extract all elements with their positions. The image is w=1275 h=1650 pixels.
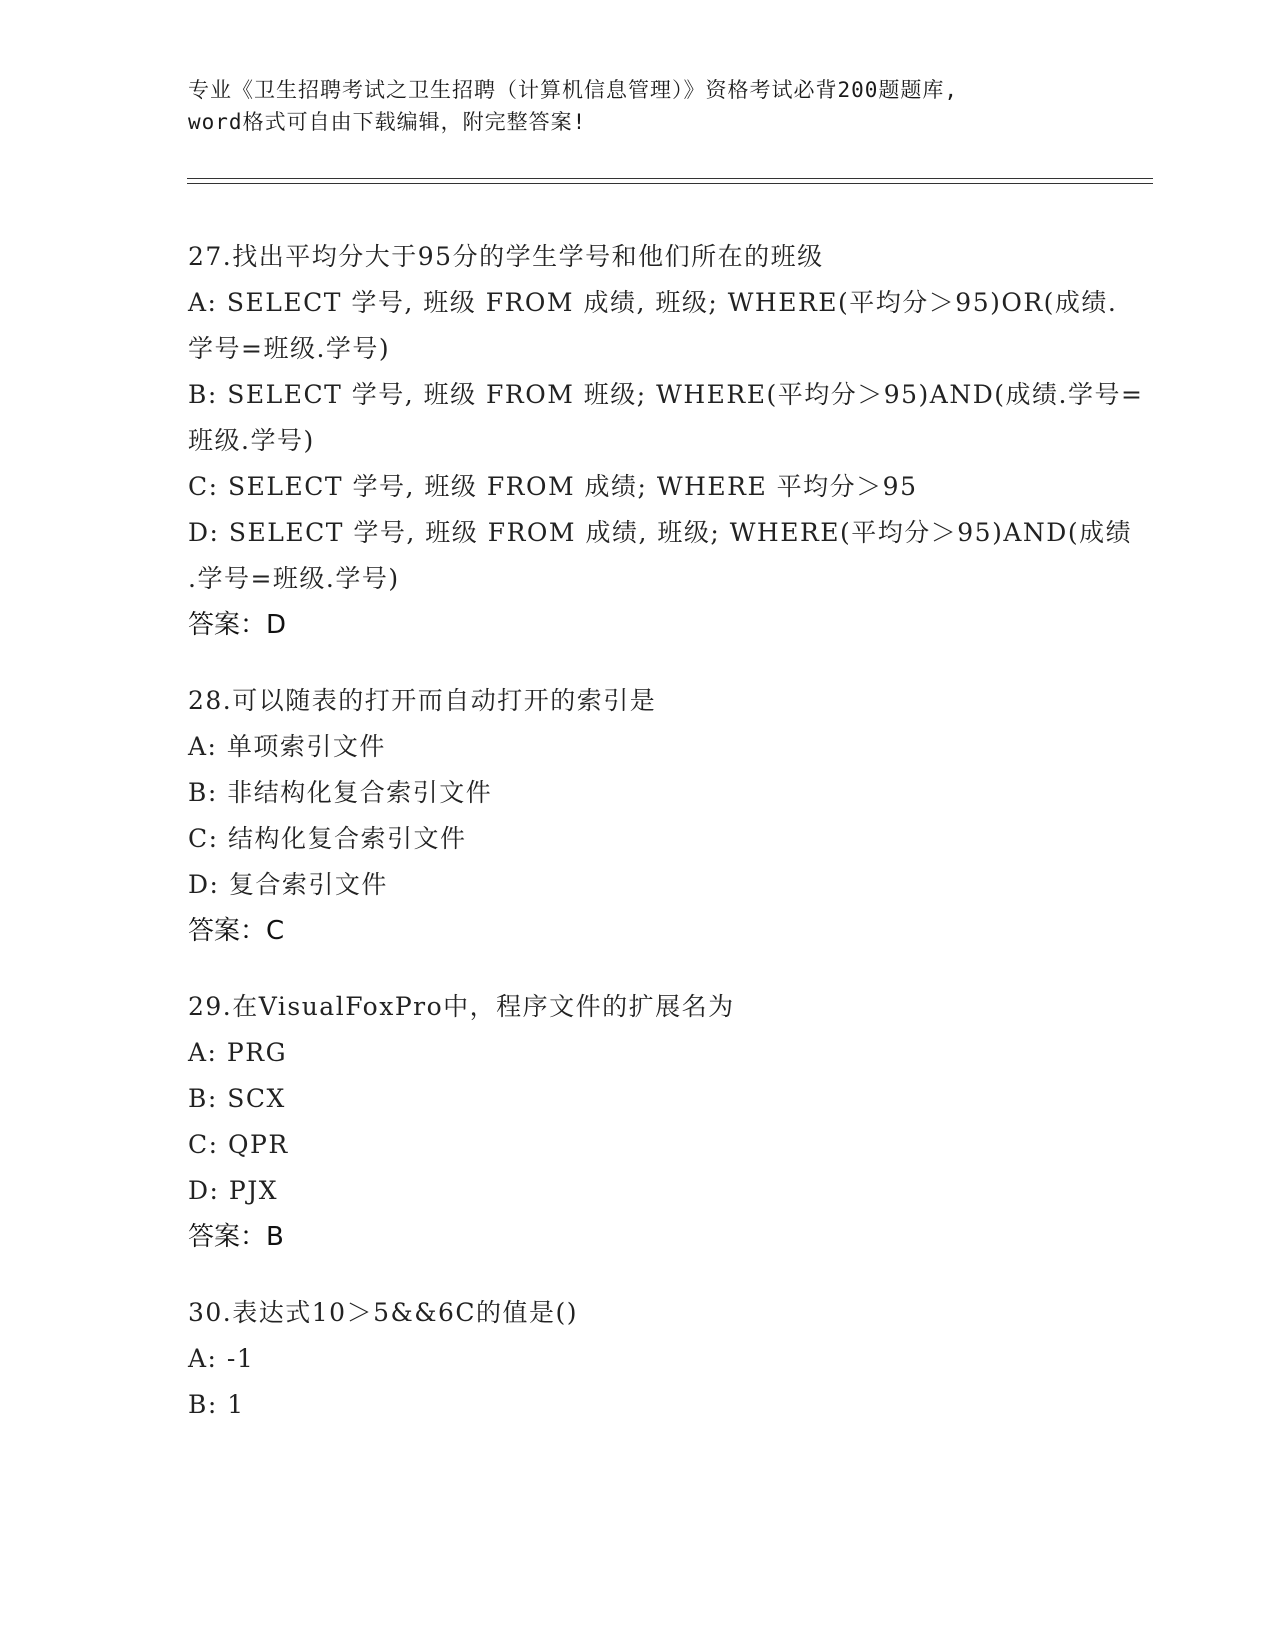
option-b: B: 非结构化复合索引文件 [188, 778, 493, 807]
header-divider-top [187, 178, 1153, 179]
question-text: 28.可以随表的打开而自动打开的索引是 [188, 686, 657, 715]
option-a: A: PRG [188, 1038, 288, 1067]
option-a: A: 单项索引文件 [188, 732, 386, 761]
option-c: C: 结构化复合索引文件 [188, 824, 467, 853]
option-b-continued: 班级.学号) [188, 426, 315, 455]
question-30 [188, 1290, 1088, 1428]
option-d-continued: .学号=班级.学号) [188, 564, 400, 593]
option-d: D: SELECT 学号, 班级 FROM 成绩, 班级; WHERE(平均分＞95)AND(成绩 [188, 518, 1133, 547]
header-line-2: word格式可自由下载编辑，附完整答案! [188, 110, 587, 134]
question-29 [188, 984, 1088, 1260]
question-27 [188, 234, 1144, 648]
option-d: D: 复合索引文件 [188, 870, 388, 899]
answer: 答案：B [188, 1222, 284, 1252]
question-list [188, 234, 1144, 1458]
answer: 答案：D [188, 610, 287, 640]
option-c: C: QPR [188, 1130, 289, 1159]
question-text: 30.表达式10＞5&&6C的值是() [188, 1298, 579, 1327]
document-header [188, 74, 1088, 138]
option-b: B: SCX [188, 1084, 286, 1113]
option-a: A: SELECT 学号, 班级 FROM 成绩, 班级; WHERE(平均分＞95)OR(成绩. [188, 288, 1118, 317]
answer: 答案：C [188, 916, 285, 946]
option-d: D: PJX [188, 1176, 279, 1205]
question-text: 29.在VisualFoxPro中，程序文件的扩展名为 [188, 992, 735, 1021]
option-b: B: 1 [188, 1390, 245, 1419]
question-text: 27.找出平均分大于95分的学生学号和他们所在的班级 [188, 242, 824, 271]
option-a: A: -1 [188, 1344, 255, 1373]
option-c: C: SELECT 学号, 班级 FROM 成绩; WHERE 平均分＞95 [188, 472, 918, 501]
header-divider-bottom [187, 183, 1153, 184]
header-line-1: 专业《卫生招聘考试之卫生招聘（计算机信息管理）》资格考试必背200题题库, [188, 78, 959, 102]
option-b: B: SELECT 学号, 班级 FROM 班级; WHERE(平均分＞95)AND(成绩.学号= [188, 380, 1144, 409]
option-a-continued: 学号=班级.学号) [188, 334, 391, 363]
question-28 [188, 678, 1088, 954]
